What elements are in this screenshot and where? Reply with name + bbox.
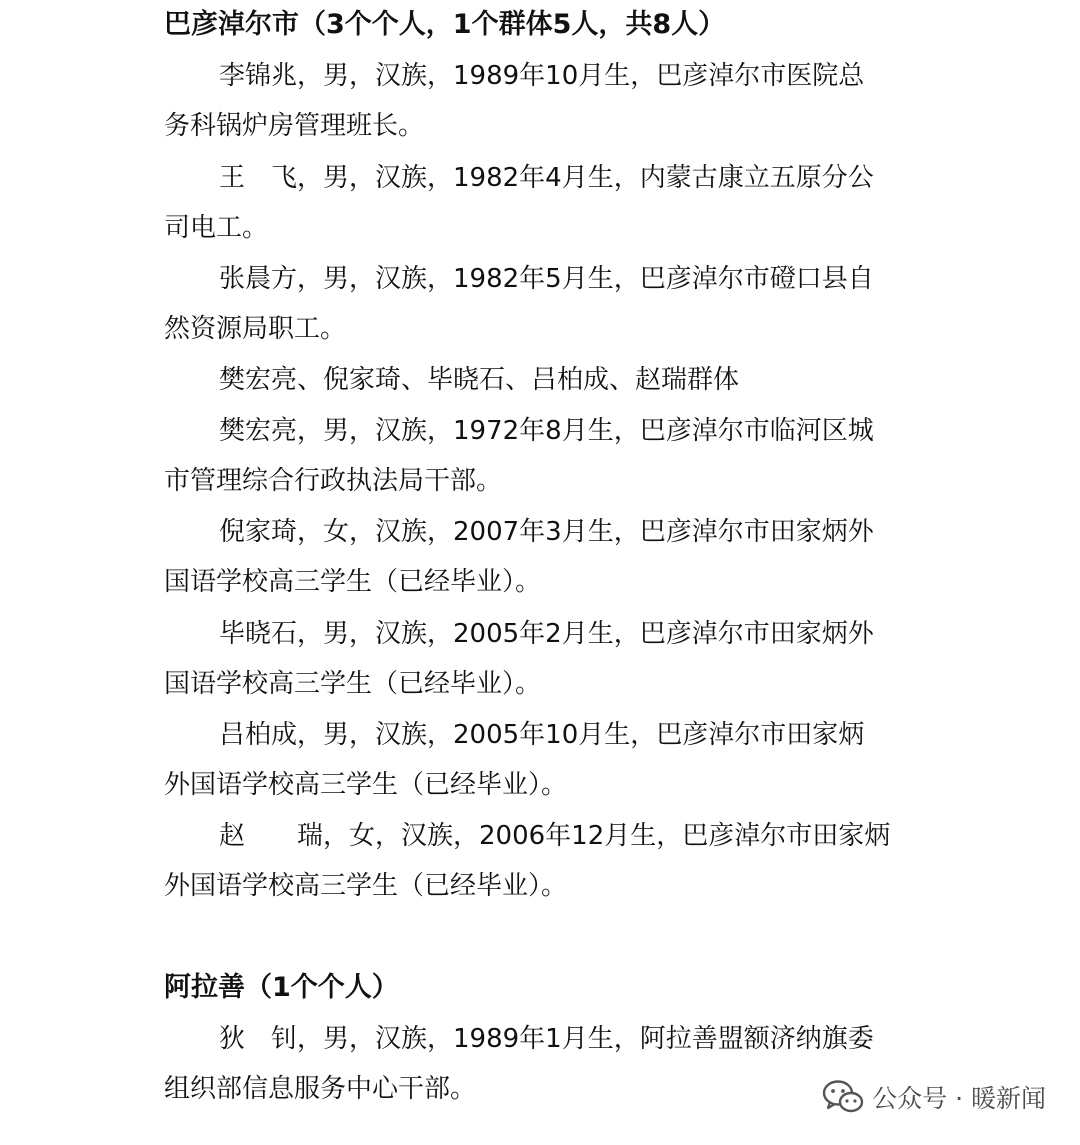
paragraph-lv-baicheng: [164, 710, 924, 810]
paragraph-zhao-rui: [164, 811, 924, 911]
paragraph-line: 樊宏亮、倪家琦、毕晓石、吕柏成、赵瑞群体: [219, 365, 740, 395]
paragraph-bi-xiaoshi: [164, 609, 924, 709]
section-heading-alxa: 阿拉善（1个个人）: [164, 972, 399, 1003]
paragraph-line: 然资源局职工。: [164, 314, 347, 344]
watermark: [822, 1079, 1046, 1115]
paragraph-line: 狄 钊，男，汉族，1989年1月生，阿拉善盟额济纳旗委: [219, 1024, 874, 1054]
paragraph-line: 市管理综合行政执法局干部。: [164, 466, 503, 496]
paragraph-ni-jiaqi: [164, 507, 924, 607]
paragraph-line: 组织部信息服务中心干部。: [164, 1074, 477, 1104]
paragraph-wang-fei: [164, 153, 924, 253]
paragraph-line: 赵 瑞，女，汉族，2006年12月生，巴彦淖尔市田家炳: [219, 821, 891, 851]
paragraph-fan-hongliang: [164, 406, 924, 506]
paragraph-li-jinzhao: [164, 51, 924, 151]
paragraph-zhang-chenfang: [164, 254, 924, 354]
paragraph-line: 王 飞，男，汉族，1982年4月生，内蒙古康立五原分公: [219, 163, 874, 193]
paragraph-line: 毕晓石，男，汉族，2005年2月生，巴彦淖尔市田家炳外: [219, 619, 874, 649]
wechat-icon: [822, 1079, 864, 1115]
paragraph-line: 吕柏成，男，汉族，2005年10月生，巴彦淖尔市田家炳: [219, 720, 865, 750]
paragraph-line: 李锦兆，男，汉族，1989年10月生，巴彦淖尔市医院总: [219, 61, 865, 91]
paragraph-line: 倪家琦，女，汉族，2007年3月生，巴彦淖尔市田家炳外: [219, 517, 874, 547]
section-heading-bayannur: 巴彦淖尔市（3个个人，1个群体5人，共8人）: [164, 9, 726, 40]
paragraph-group-title: [164, 355, 924, 405]
paragraph-line: 外国语学校高三学生（已经毕业）。: [164, 871, 568, 901]
paragraph-line: 国语学校高三学生（已经毕业）。: [164, 669, 542, 699]
paragraph-di-zhao: [164, 1014, 924, 1114]
paragraph-line: 司电工。: [164, 213, 269, 243]
paragraph-line: 务科锅炉房管理班长。: [164, 111, 425, 141]
paragraph-line: 樊宏亮，男，汉族，1972年8月生，巴彦淖尔市临河区城: [219, 416, 874, 446]
paragraph-line: 外国语学校高三学生（已经毕业）。: [164, 770, 568, 800]
paragraph-line: 国语学校高三学生（已经毕业）。: [164, 567, 542, 597]
watermark-text: 公众号 · 暖新闻: [872, 1084, 1046, 1113]
paragraph-line: 张晨方，男，汉族，1982年5月生，巴彦淖尔市磴口县自: [219, 264, 874, 294]
